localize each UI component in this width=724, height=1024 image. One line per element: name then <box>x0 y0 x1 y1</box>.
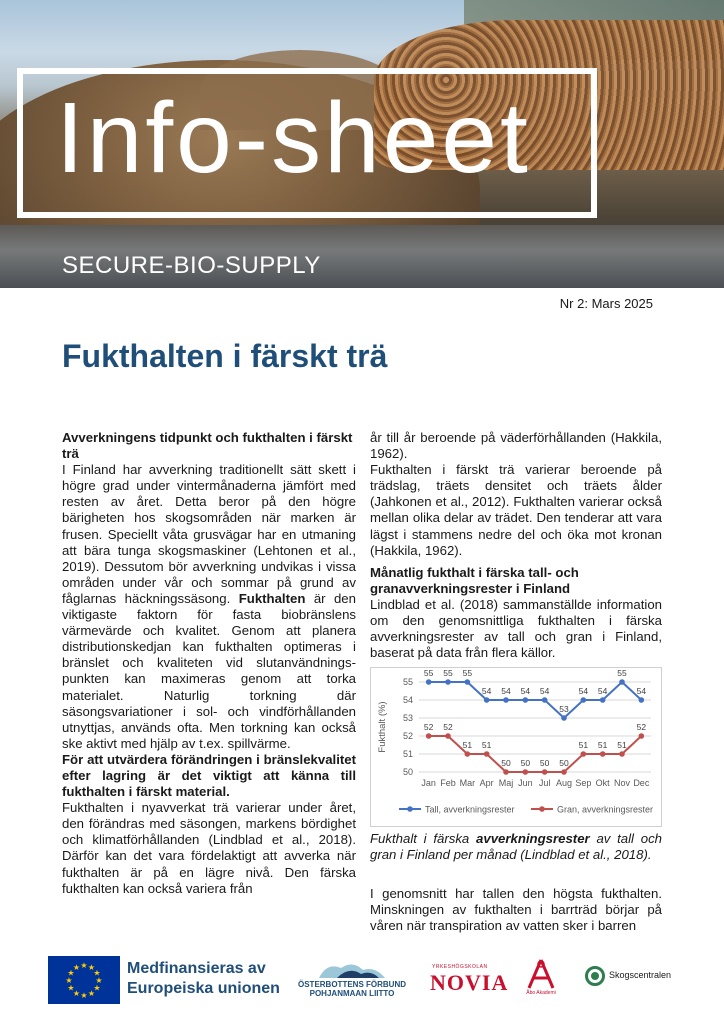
info-sheet-title: Info-sheet <box>56 82 531 194</box>
data-point <box>523 698 529 704</box>
data-label: 54 <box>578 686 589 697</box>
data-point <box>600 752 606 758</box>
eu-star: ★ <box>80 961 88 970</box>
eu-stars-icon <box>48 956 120 1004</box>
data-label: 54 <box>539 686 550 697</box>
eu-star: ★ <box>72 963 81 973</box>
paragraph: I genomsnitt har tallen den högsta fukthalten. Minskningen av fukthalten i barrträd börjar på våren när transpiration av vatten sker i barren <box>370 885 662 933</box>
eu-star: ★ <box>87 963 96 973</box>
x-tick-label: Dec <box>633 778 650 789</box>
data-point <box>581 752 587 758</box>
data-label: 53 <box>559 704 569 715</box>
data-label: 51 <box>617 740 627 751</box>
data-point <box>600 698 606 704</box>
data-label: 50 <box>501 758 511 769</box>
data-label: 55 <box>443 668 453 679</box>
x-tick-label: Jan <box>421 778 436 789</box>
data-label: 50 <box>539 758 550 769</box>
eu-flag-icon <box>48 956 120 1004</box>
paragraph: Lindblad et al. (2018) sammanställde information om den genomsnittliga fukthalten i färska avverkningsrester av tall och gran i Finland, baserat på data från flera källor. <box>370 596 662 661</box>
data-label: 52 <box>423 722 434 733</box>
data-point <box>445 680 451 686</box>
data-point <box>619 752 625 758</box>
left-column <box>62 430 356 897</box>
novia-logo: NOVIA <box>430 970 509 995</box>
section-heading: Avverkningens tidpunkt och fukthalten i färskt trä <box>62 430 353 462</box>
eu-star: ★ <box>80 991 88 1000</box>
eu-line-2: Europeiska unionen <box>127 980 280 997</box>
paragraph-bold-block <box>62 752 356 800</box>
section-heading: Månatlig fukthalt i färska tall- och granavverkningsrester i Finland <box>370 564 579 596</box>
paragraph: år till år beroende på väderförhållanden (Hakkila, 1962). <box>370 430 662 462</box>
data-label: 54 <box>636 686 647 697</box>
skogscentralen-icon <box>585 966 605 986</box>
data-point <box>426 680 432 686</box>
data-point <box>484 752 490 758</box>
eu-funding-text <box>127 959 280 999</box>
x-tick-label: Sep <box>575 778 592 789</box>
eu-line-1: Medfinansieras av <box>127 960 266 977</box>
figure-caption <box>370 831 662 863</box>
footer-logos <box>0 950 724 1024</box>
data-point <box>581 698 587 704</box>
data-label: 54 <box>501 686 511 697</box>
y-tick-label: 50 <box>402 767 413 778</box>
x-tick-label: Apr <box>479 778 494 789</box>
data-label: 54 <box>520 686 531 697</box>
data-point <box>561 716 567 722</box>
obf-line-2: POHJANMAAN LIITTO <box>309 989 395 998</box>
eu-star: ★ <box>67 983 75 993</box>
x-tick-label: Maj <box>498 778 514 789</box>
issue-number: Nr 2: Mars 2025 <box>559 296 653 311</box>
x-tick-label: Jun <box>518 778 533 789</box>
data-point <box>503 770 509 776</box>
legend-label: Gran, avverkningsrester <box>557 804 654 815</box>
data-point <box>542 698 548 704</box>
data-point <box>426 734 432 740</box>
data-point <box>639 698 645 704</box>
chart-svg <box>371 668 663 828</box>
data-point <box>619 680 625 686</box>
x-tick-label: Aug <box>555 778 573 789</box>
data-label: 52 <box>443 722 453 733</box>
y-axis-label: Fukthalt (%) <box>377 701 388 753</box>
data-point <box>561 770 567 776</box>
paragraph-bold: Fukthalten <box>238 590 306 606</box>
y-tick-label: 52 <box>402 731 413 742</box>
hero-banner <box>0 0 724 288</box>
data-label: 54 <box>597 686 608 697</box>
data-label: 51 <box>481 740 492 751</box>
x-tick-label: Okt <box>595 778 610 789</box>
y-tick-label: 53 <box>402 713 413 724</box>
x-tick-label: Nov <box>613 778 631 789</box>
page-title: Fukthalten i färskt trä <box>62 338 388 374</box>
data-point <box>465 680 471 686</box>
eu-star: ★ <box>87 988 96 998</box>
obf-line-1: ÖSTERBOTTENS FÖRBUND <box>298 980 406 989</box>
y-tick-label: 55 <box>402 677 413 688</box>
legend-marker <box>407 807 413 813</box>
data-label: 50 <box>520 758 531 769</box>
paragraph-text: är den viktigaste faktorn för fasta biobränslens värmevärde och kvalitet. Genom att planera distributionskedjan kan fukthalten optimeras i bränslet och kvaliteten vid slutanvändnings-punkten kan maximeras genom att torka materialet. Naturlig torkning där säsongsvariationer i sol- och vindförhållanden utnyttjas, används ofta. Men torkning kan också ske aktivt med hjälp av t.ex. spillvärme. <box>62 590 356 751</box>
skogscentralen-text: Skogscentralen <box>609 970 672 980</box>
legend-marker <box>539 807 545 813</box>
data-point <box>503 698 509 704</box>
paragraph <box>62 462 356 752</box>
bold-statement: För att utvärdera förändringen i bränslekvalitet efter lagring är det viktigt att känna till fukthalten i färskt material. <box>62 751 356 800</box>
data-label: 50 <box>559 758 569 769</box>
data-label: 55 <box>423 668 434 679</box>
data-point <box>523 770 529 776</box>
caption-bold: avverkningsrester <box>476 831 590 847</box>
osterbottens-forbund-text <box>297 980 407 998</box>
data-label: 51 <box>462 740 473 751</box>
eu-star: ★ <box>72 988 81 998</box>
eu-star: ★ <box>95 976 103 985</box>
x-tick-label: Feb <box>440 778 456 789</box>
eu-star: ★ <box>93 983 101 993</box>
paragraph: Fukthalten i nyavverkat trä varierar under året, den förändras med säsongen, markens bördighet och klimatförhållanden (Lindblad et al., 2018). Därför kan det vara fördelaktigt att avverka när fukthalten är på en lägre nivå. Den färska fukthalten kan också variera från <box>62 800 356 896</box>
eu-star: ★ <box>93 968 101 978</box>
y-tick-label: 54 <box>402 695 413 706</box>
data-point <box>484 698 490 704</box>
eu-star: ★ <box>67 968 75 978</box>
novia-subtitle: YRKESHÖGSKOLAN <box>432 964 488 970</box>
data-point <box>542 770 548 776</box>
caption-text: Fukthalt i färska <box>370 831 470 847</box>
data-label: 51 <box>597 740 608 751</box>
caption-text: av tall och gran i Finland per månad (Lindblad et al., 2018). <box>370 831 662 863</box>
data-label: 52 <box>636 722 647 733</box>
data-label: 54 <box>481 686 492 697</box>
x-tick-label: Jul <box>538 778 551 789</box>
data-label: 51 <box>578 740 589 751</box>
project-name: SECURE-BIO-SUPPLY <box>62 252 321 279</box>
legend-label: Tall, avverkningsrester <box>425 804 515 815</box>
abo-akademi-text: Åbo Akademi <box>526 990 556 996</box>
data-point <box>465 752 471 758</box>
data-point <box>445 734 451 740</box>
x-tick-label: Mar <box>459 778 476 789</box>
paragraph: Fukthalten i färskt trä varierar beroende på trädslag, träets densitet och träets ålder (Jahkonen et al., 2012). Fukthalten varierar också mellan olika delar av trädet. Den tenderar att vara lägst i stammens nedre del och öka mot kronan (Hakkila, 1962). <box>370 462 662 558</box>
y-tick-label: 51 <box>402 749 413 760</box>
data-label: 55 <box>462 668 473 679</box>
right-column <box>370 430 662 934</box>
data-label: 55 <box>617 668 627 679</box>
data-point <box>639 734 645 740</box>
paragraph-text: I Finland har avverkning traditionellt sätt skett i högre grad under vintermånaderna jämfört med resten av året. Detta beror på den högre bärigheten hos skogsområden när marken är frusen. Speciellt våta grusvägar har en utmaning att bära tunga skogsmaskiner (Lehtonen et al., 2019). Dessutom bör avverkning undvikas i vissa områden under vår och sommar på grund av fåglarnas häckningssäsong. <box>62 462 356 606</box>
eu-star: ★ <box>65 976 73 985</box>
moisture-chart <box>370 667 662 827</box>
